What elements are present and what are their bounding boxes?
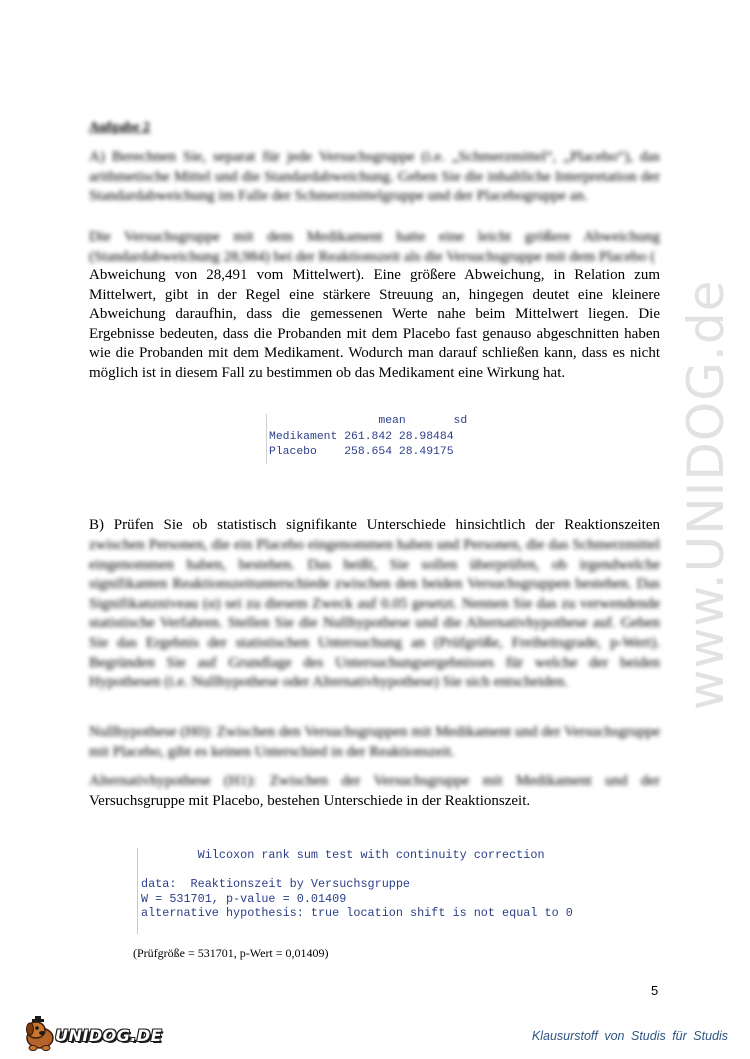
- stats-table-header: mean sd: [269, 415, 468, 427]
- wilcoxon-title: Wilcoxon rank sum test with continuity correction: [141, 848, 545, 862]
- task-heading: Aufgabe 2: [89, 120, 151, 135]
- page-number: 5: [651, 983, 659, 998]
- footer-tagline: Klausurstoff von Studis für Studis: [531, 1029, 728, 1043]
- wilcoxon-w-line: W = 531701, p-value = 0.01409: [141, 891, 347, 906]
- answer-line: möglich ist in diesem Fall zu bestimmen ob das Medikament eine Wirkung hat.: [89, 364, 566, 381]
- wilcoxon-alt-line: alternative hypothesis: true location shift is not equal to 0: [141, 906, 573, 920]
- alt-hypothesis: [89, 792, 660, 812]
- answer-line: Ergebnisse bedeuten, dass die Probanden mit dem Placebo fast genauso abgeschnitten haben: [89, 325, 660, 342]
- wilcoxon-data-line: data: Reaktionszeit by Versuchsgruppe: [141, 877, 411, 891]
- part-a-answer-blurred: Die Versuchsgruppe mit dem Medikament hatte eine leicht größere Abweichung (Standardabweichung 28,984) bei der Reaktionszeit als die Versuchsgruppe mit dem Placebo (: [89, 229, 660, 265]
- part-a-question: A) Berechnen Sie, separat für jede Versuchsgruppe (i.e. „Schmerzmittel“, „Placebo“), das arithmetische Mittel und die Standardabweichung. Geben Sie die inhaltliche Interpretation der Standardabweichung im Falle der Schmerzmittelgruppe und der Placebogruppe an.: [89, 149, 660, 205]
- watermark-text: www.UNIDOG.de: [677, 279, 735, 711]
- stats-table-row: Medikament 261.842 28.98484: [269, 430, 454, 443]
- watermark: [668, 255, 744, 735]
- question-line: B) Prüfen Sie ob statistisch signifikante Unterschiede hinsichtlich der Reaktionszeiten: [89, 517, 660, 533]
- stats-table: [266, 414, 485, 464]
- alt-hypothesis-blurred: Alternativhypothese (H1): Zwischen der Versuchsgruppe mit Medikament und der: [89, 773, 660, 789]
- alt-hypothesis-line: Versuchsgruppe mit Placebo, bestehen Unterschiede in der Reaktionszeit.: [89, 793, 531, 809]
- answer-line: Mittelwert, gibt in der Regel eine stärkere Streuung an, hingegen deutet eine kleinere: [89, 286, 660, 303]
- stats-table-row: Placebo 258.654 28.49175: [269, 446, 454, 459]
- answer-line: Abweichung daraufhin, dass die gemessenen Werte nahe beim Mittelwert liegen. Die: [89, 306, 660, 323]
- part-a-answer: [89, 266, 660, 384]
- answer-line: Abweichung von 28,491 vom Mittelwert). Eine größere Abweichung, in Relation zum: [89, 267, 660, 283]
- wilcoxon-output: [137, 848, 661, 934]
- answer-line: wie die Probanden mit dem Medikament. Wodurch man darauf schließen kann, dass es nicht: [89, 345, 660, 362]
- result-caption: (Prüfgröße = 531701, p-Wert = 0,01409): [133, 946, 329, 960]
- null-hypothesis: Nullhypothese (H0): Zwischen den Versuchsgruppen mit Medikament und der Versuchsgruppe mit Placebo, gibt es keinen Unterschied in der Reaktionszeit.: [89, 724, 660, 760]
- unidog-logo[interactable]: [22, 1016, 172, 1052]
- part-b-question-first-line: [89, 516, 660, 536]
- logo-text: UNIDOG.DE: [55, 1026, 163, 1045]
- part-b-question-rest: zwischen Personen, die ein Placebo eingenommen haben und Personen, die das Schmerzmittel eingenommen haben, bestehen. Das heißt, Sie sollen überprüfen, ob irgendwelche signifikanten Reaktionszeitunterschiede zwischen den beiden Versuchsgruppen bestehen. Das Signifikanzniveau (α) sei zu diesem Zweck auf 0.05 gesetzt. Nennen Sie das zu verwendende statistische Verfahren. Stellen Sie die Nullhypothese und die Alternativhypothese auf. Geben Sie das Ergebnis der statistischen Untersuchung an (Prüfgröße, Freiheitsgrade, p-Wert). Begründen Sie auf Grundlage des Untersuchungsergebnisses für welche der beiden Hypothesen (i.e. Nullhypothese oder Alternativhypothese) Sie sich entscheiden.: [89, 537, 660, 691]
